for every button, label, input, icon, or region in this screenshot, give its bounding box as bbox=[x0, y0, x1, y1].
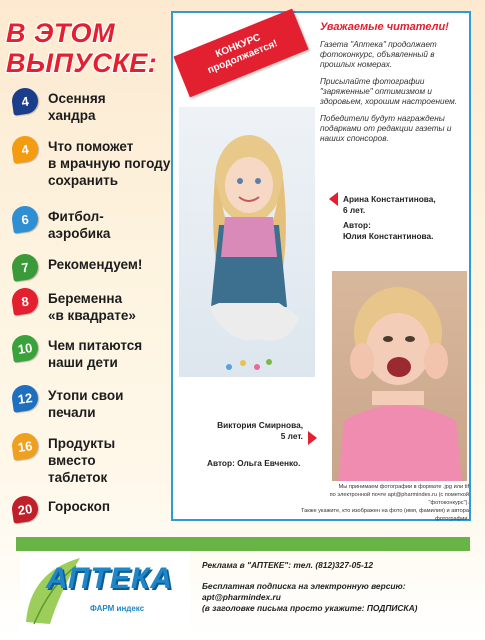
toc-label: Чем питаются наши дети bbox=[48, 338, 143, 370]
apteka-logo bbox=[20, 552, 190, 630]
toc-item[interactable] bbox=[12, 254, 142, 280]
photo1-author: Автор: Юлия Константинова. bbox=[343, 220, 434, 241]
photo-contest-panel bbox=[171, 11, 471, 521]
toc-label: Осенняя хандра bbox=[48, 91, 106, 123]
footer-info bbox=[202, 560, 472, 614]
page-badge: 7 bbox=[10, 252, 39, 281]
page-badge: 4 bbox=[10, 134, 39, 163]
toc-item[interactable] bbox=[12, 433, 115, 486]
girl-laughing-illustration bbox=[332, 271, 467, 481]
girl-sitting-illustration bbox=[179, 107, 315, 377]
panel-text bbox=[320, 40, 470, 151]
pointer-left-icon bbox=[329, 192, 338, 206]
panel-paragraph: Газета "Аптека" продолжает фотоконкурс, объявленный в прошлых номерах. bbox=[320, 40, 437, 69]
panel-paragraph: Победители будут награждены подарками от редакции газеты и наших спонсоров. bbox=[320, 114, 452, 143]
page-badge: 8 bbox=[10, 286, 39, 315]
subscription-email[interactable]: apt@pharmindex.ru bbox=[202, 592, 281, 602]
photo-girl-laughing bbox=[332, 271, 467, 481]
issue-title: В ЭТОМ ВЫПУСКЕ: bbox=[6, 18, 158, 78]
toc-label: Беременна «в квадрате» bbox=[48, 291, 136, 323]
toc-label: Утопи свои печали bbox=[48, 388, 124, 420]
page-badge: 4 bbox=[10, 86, 39, 115]
toc-label: Фитбол- аэробика bbox=[48, 209, 111, 241]
subscription-hint: (в заголовке письма просто укажите: ПОДПИСКА) bbox=[202, 603, 418, 613]
photo2-caption: Виктория Смирнова, 5 лет. bbox=[217, 420, 303, 441]
panel-header: Уважаемые читатели! bbox=[320, 21, 449, 33]
footer-divider bbox=[16, 537, 470, 551]
toc-label: Что поможет в мрачную погоду сохранить bbox=[48, 139, 171, 188]
toc-label: Продукты вместо таблеток bbox=[48, 436, 116, 485]
toc-item[interactable] bbox=[12, 288, 136, 324]
page-badge: 12 bbox=[10, 383, 39, 412]
toc-item[interactable] bbox=[12, 385, 123, 421]
toc-label: Гороскоп bbox=[48, 499, 111, 514]
photo-girl-sitting bbox=[179, 107, 315, 377]
contest-banner: КОНКУРС продолжается! bbox=[173, 9, 308, 98]
toc-item[interactable] bbox=[12, 206, 110, 242]
subscription-text: Бесплатная подписка на электронную версию: bbox=[202, 581, 406, 591]
panel-paragraph: Присылайте фотографии "заряженные" оптимизмом и здоровьем, хорошим настроением. bbox=[320, 77, 457, 106]
submission-note: Мы принимаем фотографии в формате .jpg или tif по электронной почте apt@pharmindex.ru (с пометкой "фотоконкурс"). Также укажите, кто изображен на фото (имя, фамилия) и автора фотографии. bbox=[301, 484, 469, 522]
ad-phone: Реклама в "АПТЕКЕ": тел. (812)327-05-12 bbox=[202, 560, 374, 570]
photo2-author: Автор: Ольга Евченко. bbox=[207, 458, 301, 468]
toc-item[interactable] bbox=[12, 335, 142, 371]
pointer-right-icon bbox=[308, 431, 317, 445]
page-badge: 20 bbox=[10, 494, 39, 523]
photo1-caption: Арина Константинова, 6 лет. bbox=[343, 194, 436, 215]
page-badge: 6 bbox=[10, 204, 39, 233]
toc-item[interactable] bbox=[12, 496, 110, 522]
logo-subtitle: ФАРМ индекс bbox=[90, 604, 145, 613]
logo-wordmark: АПТЕКА bbox=[46, 562, 173, 595]
page-badge: 16 bbox=[10, 431, 39, 460]
toc-item[interactable] bbox=[12, 88, 106, 124]
toc-item[interactable] bbox=[12, 136, 170, 189]
page-badge: 10 bbox=[10, 333, 39, 362]
toc-label: Рекомендуем! bbox=[48, 257, 143, 272]
